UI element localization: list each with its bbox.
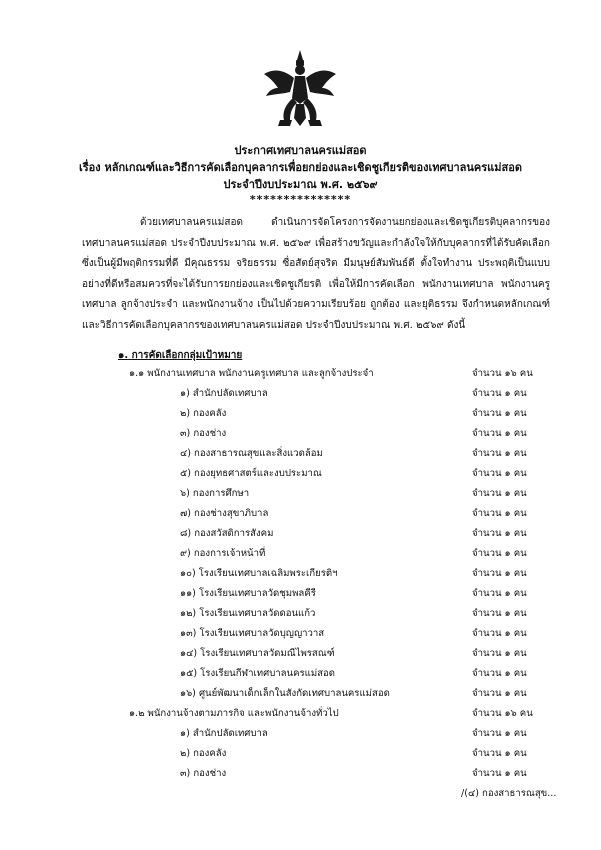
list-item <box>0 504 601 524</box>
list-item <box>0 604 601 624</box>
item-count: จำนวน ๑ คน <box>472 428 527 439</box>
group-2-count: จำนวน ๑๖ คน <box>472 708 533 719</box>
list-item <box>0 484 601 504</box>
item-count: จำนวน ๑ คน <box>472 648 527 659</box>
item-label: ๑๖) ศูนย์พัฒนาเด็กเล็กในสังกัดเทศบาลนครแม่สอด <box>180 688 390 699</box>
list-item <box>0 644 601 664</box>
item-label: ๑๓) โรงเรียนเทศบาลวัดบุญญาวาส <box>180 628 325 639</box>
group-1-count: จำนวน ๑๖ คน <box>472 368 533 379</box>
item-label: ๑๑) โรงเรียนเทศบาลวัดชุมพลคีรี <box>180 588 316 599</box>
group-2-label: ๑.๒ พนักงานจ้างตามภารกิจ และพนักงานจ้างทั่วไป <box>129 708 339 719</box>
list-item <box>0 764 601 784</box>
garuda-emblem <box>260 48 340 132</box>
item-count: จำนวน ๑ คน <box>472 508 527 519</box>
list-item <box>0 404 601 424</box>
item-label: ๗) กองช่างสุขาภิบาล <box>180 508 269 519</box>
item-count: จำนวน ๑ คน <box>472 748 527 759</box>
item-count: จำนวน ๑ คน <box>472 448 527 459</box>
doc-fiscal-year: ประจำปีงบประมาณ พ.ศ. ๒๕๖๙ <box>223 178 378 191</box>
list-item <box>0 524 601 544</box>
list-item <box>0 684 601 704</box>
intro-text: ด้วยเทศบาลนครแม่สอด ดำเนินการจัดโครงการจัดงานยกย่องและเชิดชูเกียรติบุคลากรของเทศบาลนครแม่สอด ประจำปีงบประมาณ พ.ศ. ๒๕๖๙ เพื่อสร้างขวัญและกำลังใจให้กับบุคลากรที่ได้รับคัดเลือก ซึ่งเป็นผู้มีพฤติกรรมที่ดี มีคุณธรรม จริยธรรม ซื่อสัตย์สุจริต มีมนุษย์สัมพันธ์ดี ตั้งใจทำงาน ประพฤติเป็นแบบอย่างที่ดีหรือสมควรที่จะได้รับการยกย่องและเชิดชูเกียรติ เพื่อให้มีการคัดเลือก พนักงานเทศบาล พนักงานครูเทศบาล ลูกจ้างประจำ และพนักงานจ้าง เป็นไปด้วยความเรียบร้อย ถูกต้อง และยุติธรรม จึงกำหนดหลักเกณฑ์และวิธีการคัดเลือกบุคลากรของเทศบาลนครแม่สอด ประจำปีงบประมาณ พ.ศ. ๒๕๖๙ ดังนี้ <box>82 217 550 331</box>
doc-title: ประกาศเทศบาลนครแม่สอด <box>234 144 367 157</box>
list-item <box>0 664 601 684</box>
list-item <box>0 544 601 564</box>
item-count: จำนวน ๑ คน <box>472 628 527 639</box>
item-count: จำนวน ๑ คน <box>472 388 527 399</box>
list-item <box>0 724 601 744</box>
doc-subject: เรื่อง หลักเกณฑ์และวิธีการคัดเลือกบุคลากรเพื่อยกย่องและเชิดชูเกียรติของเทศบาลนครแม่สอด <box>79 161 522 174</box>
list-item <box>0 444 601 464</box>
item-label: ๑๐) โรงเรียนเทศบาลเฉลิมพระเกียรติฯ <box>180 568 338 579</box>
intro-paragraph <box>82 213 550 336</box>
item-count: จำนวน ๑ คน <box>472 488 527 499</box>
item-label: ๙) กองการเจ้าหน้าที่ <box>180 548 266 559</box>
item-label: ๖) กองการศึกษา <box>180 488 250 499</box>
group-1-row <box>0 364 601 384</box>
item-label: ๑๔) โรงเรียนเทศบาลวัดมณีไพรสณฑ์ <box>180 648 335 659</box>
item-count: จำนวน ๑ คน <box>472 608 527 619</box>
item-count: จำนวน ๑ คน <box>472 688 527 699</box>
header-separator: *************** <box>249 193 352 206</box>
section-1-heading: ๑. การคัดเลือกกลุ่มเป้าหมาย <box>118 350 243 361</box>
item-count: จำนวน ๑ คน <box>472 768 527 779</box>
item-count: จำนวน ๑ คน <box>472 468 527 479</box>
item-label: ๓) กองช่าง <box>180 768 227 779</box>
item-label: ๑๒) โรงเรียนเทศบาลวัดดอนแก้ว <box>180 608 316 619</box>
item-label: ๑) สำนักปลัดเทศบาล <box>180 388 268 399</box>
group-2-row <box>0 704 601 724</box>
next-page-note: /(๔) กองสาธารณสุข... <box>461 788 557 799</box>
item-count: จำนวน ๑ คน <box>472 588 527 599</box>
item-count: จำนวน ๑ คน <box>472 728 527 739</box>
item-count: จำนวน ๑ คน <box>472 668 527 679</box>
list-item <box>0 464 601 484</box>
item-count: จำนวน ๑ คน <box>472 568 527 579</box>
list-item <box>0 624 601 644</box>
item-label: ๕) กองยุทธศาสตร์และงบประมาณ <box>180 468 322 479</box>
group-1-label: ๑.๑ พนักงานเทศบาล พนักงานครูเทศบาล และลูกจ้างประจำ <box>129 368 374 379</box>
item-label: ๒) กองคลัง <box>180 748 227 759</box>
list-item <box>0 564 601 584</box>
list-item <box>0 424 601 444</box>
item-count: จำนวน ๑ คน <box>472 548 527 559</box>
list-item <box>0 744 601 764</box>
item-label: ๑๕) โรงเรียนกีฬาเทศบาลนครแม่สอด <box>180 668 336 679</box>
item-count: จำนวน ๑ คน <box>472 408 527 419</box>
item-label: ๘) กองสวัสดิการสังคม <box>180 528 274 539</box>
item-label: ๑) สำนักปลัดเทศบาล <box>180 728 268 739</box>
item-label: ๒) กองคลัง <box>180 408 227 419</box>
list-item <box>0 584 601 604</box>
list-item <box>0 384 601 404</box>
item-label: ๓) กองช่าง <box>180 428 227 439</box>
item-label: ๔) กองสาธารณสุขและสิ่งแวดล้อม <box>180 448 323 459</box>
item-count: จำนวน ๑ คน <box>472 528 527 539</box>
